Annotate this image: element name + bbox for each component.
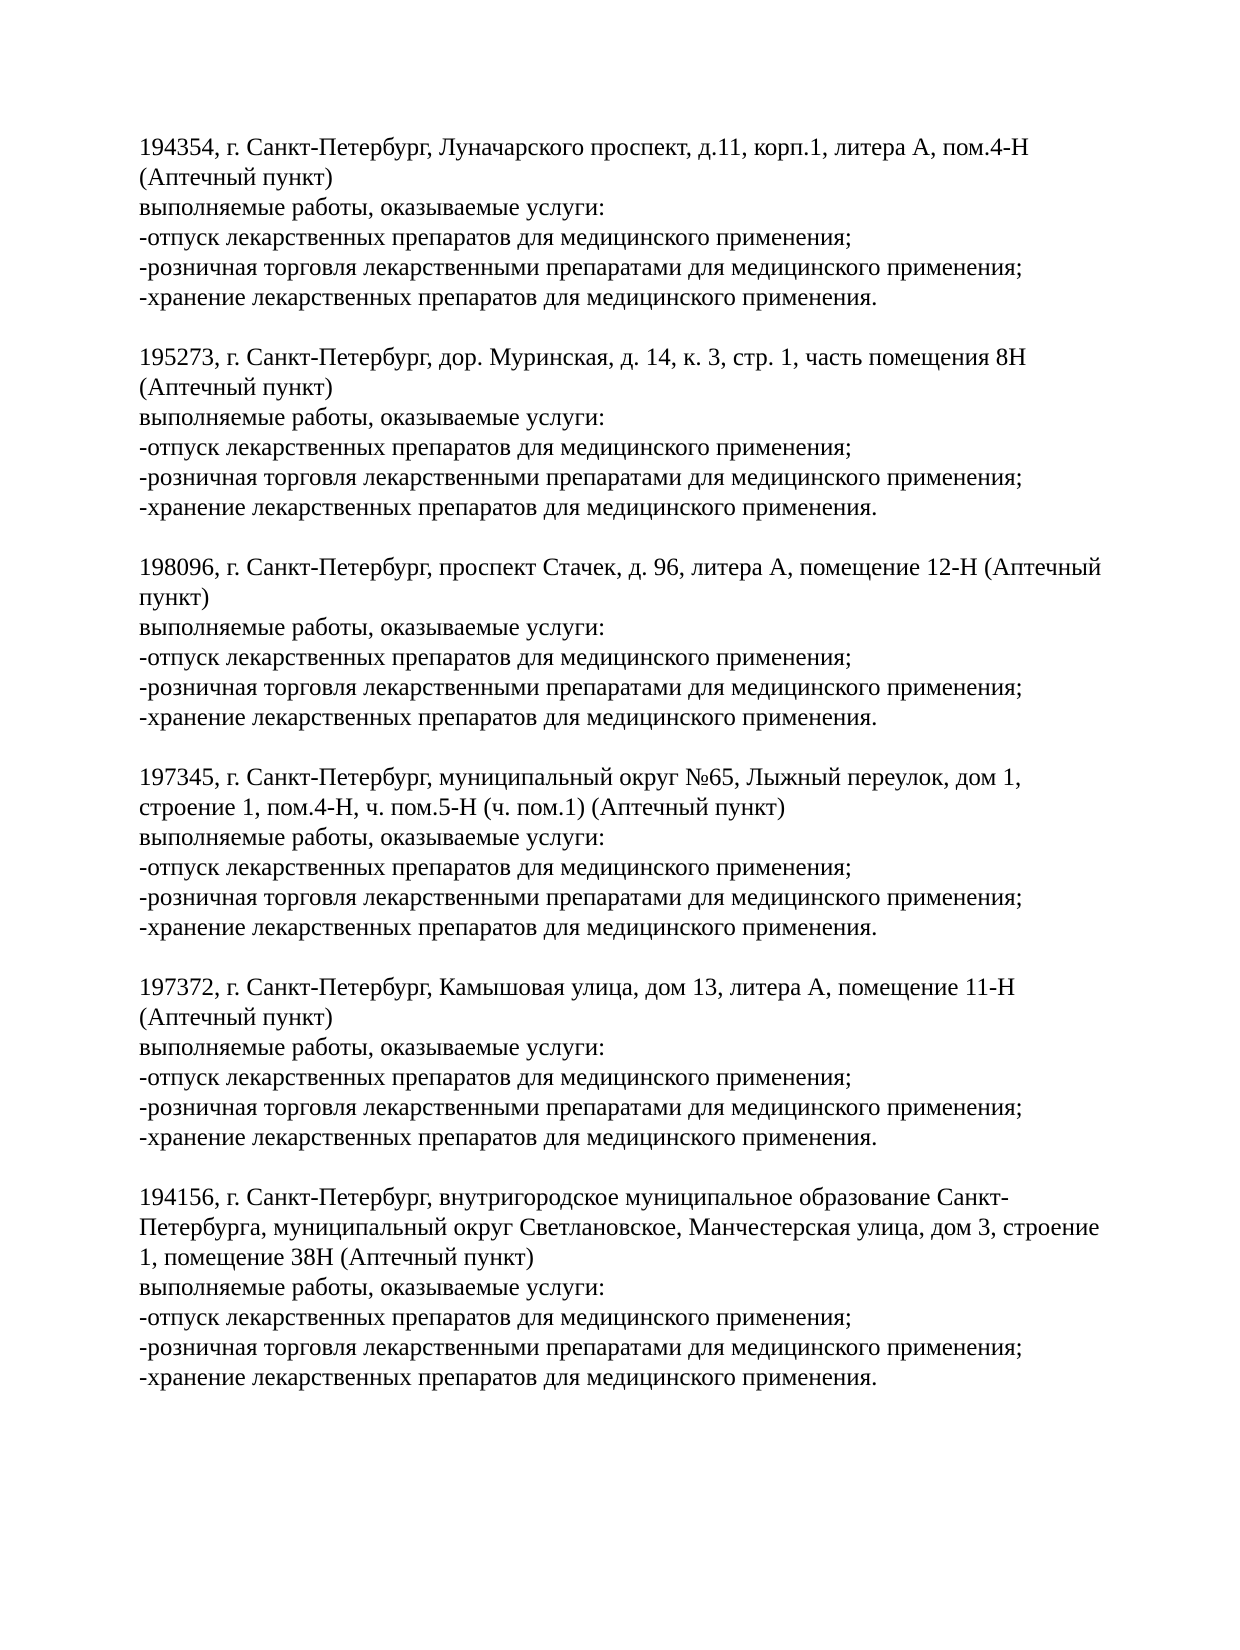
service-item: -хранение лекарственных препаратов для медицинского применения.: [139, 914, 878, 941]
service-item: -розничная торговля лекарственными препаратами для медицинского применения;: [139, 464, 1023, 491]
service-item: -отпуск лекарственных препаратов для медицинского применения;: [139, 434, 852, 461]
service-item: -хранение лекарственных препаратов для медицинского применения.: [139, 704, 878, 731]
entry-address: 194156, г. Санкт-Петербург, внутригородское муниципальное образование Санкт-Петербурга, муниципальный округ Светлановское, Манчестерская улица, дом 3, строение 1, помещение 38Н (Аптечный пункт): [139, 1184, 1100, 1271]
service-item: -розничная торговля лекарственными препаратами для медицинского применения;: [139, 1094, 1023, 1121]
license-entry: [139, 133, 1116, 313]
works-label: выполняемые работы, оказываемые услуги:: [139, 824, 606, 851]
service-item: -отпуск лекарственных препаратов для медицинского применения;: [139, 1304, 852, 1331]
works-label: выполняемые работы, оказываемые услуги:: [139, 194, 606, 221]
works-label: выполняемые работы, оказываемые услуги:: [139, 1034, 606, 1061]
license-entry: [139, 553, 1116, 733]
license-entry: [139, 343, 1116, 523]
license-entry: [139, 763, 1116, 943]
license-entry: [139, 1183, 1116, 1393]
entry-address: 197345, г. Санкт-Петербург, муниципальный округ №65, Лыжный переулок, дом 1, строение 1, пом.4-Н, ч. пом.5-Н (ч. пом.1) (Аптечный пункт): [139, 764, 1022, 821]
service-item: -отпуск лекарственных препаратов для медицинского применения;: [139, 1064, 852, 1091]
service-item: -отпуск лекарственных препаратов для медицинского применения;: [139, 854, 852, 881]
service-item: -розничная торговля лекарственными препаратами для медицинского применения;: [139, 884, 1023, 911]
entry-address: 194354, г. Санкт-Петербург, Луначарского проспект, д.11, корп.1, литера А, пом.4-Н (Аптечный пункт): [139, 134, 1029, 191]
service-item: -отпуск лекарственных препаратов для медицинского применения;: [139, 644, 852, 671]
entry-address: 198096, г. Санкт-Петербург, проспект Стачек, д. 96, литера А, помещение 12-Н (Аптечный пункт): [139, 554, 1102, 611]
service-item: -хранение лекарственных препаратов для медицинского применения.: [139, 1124, 878, 1151]
works-label: выполняемые работы, оказываемые услуги:: [139, 1274, 606, 1301]
service-item: -хранение лекарственных препаратов для медицинского применения.: [139, 284, 878, 311]
service-item: -розничная торговля лекарственными препаратами для медицинского применения;: [139, 1334, 1023, 1361]
entry-address: 195273, г. Санкт-Петербург, дор. Муринская, д. 14, к. 3, стр. 1, часть помещения 8Н (Аптечный пункт): [139, 344, 1027, 401]
service-item: -хранение лекарственных препаратов для медицинского применения.: [139, 494, 878, 521]
entry-address: 197372, г. Санкт-Петербург, Камышовая улица, дом 13, литера А, помещение 11-Н (Аптечный пункт): [139, 974, 1016, 1031]
works-label: выполняемые работы, оказываемые услуги:: [139, 614, 606, 641]
service-item: -розничная торговля лекарственными препаратами для медицинского применения;: [139, 254, 1023, 281]
service-item: -хранение лекарственных препаратов для медицинского применения.: [139, 1364, 878, 1391]
license-entry: [139, 973, 1116, 1153]
works-label: выполняемые работы, оказываемые услуги:: [139, 404, 606, 431]
service-item: -отпуск лекарственных препаратов для медицинского применения;: [139, 224, 852, 251]
service-item: -розничная торговля лекарственными препаратами для медицинского применения;: [139, 674, 1023, 701]
